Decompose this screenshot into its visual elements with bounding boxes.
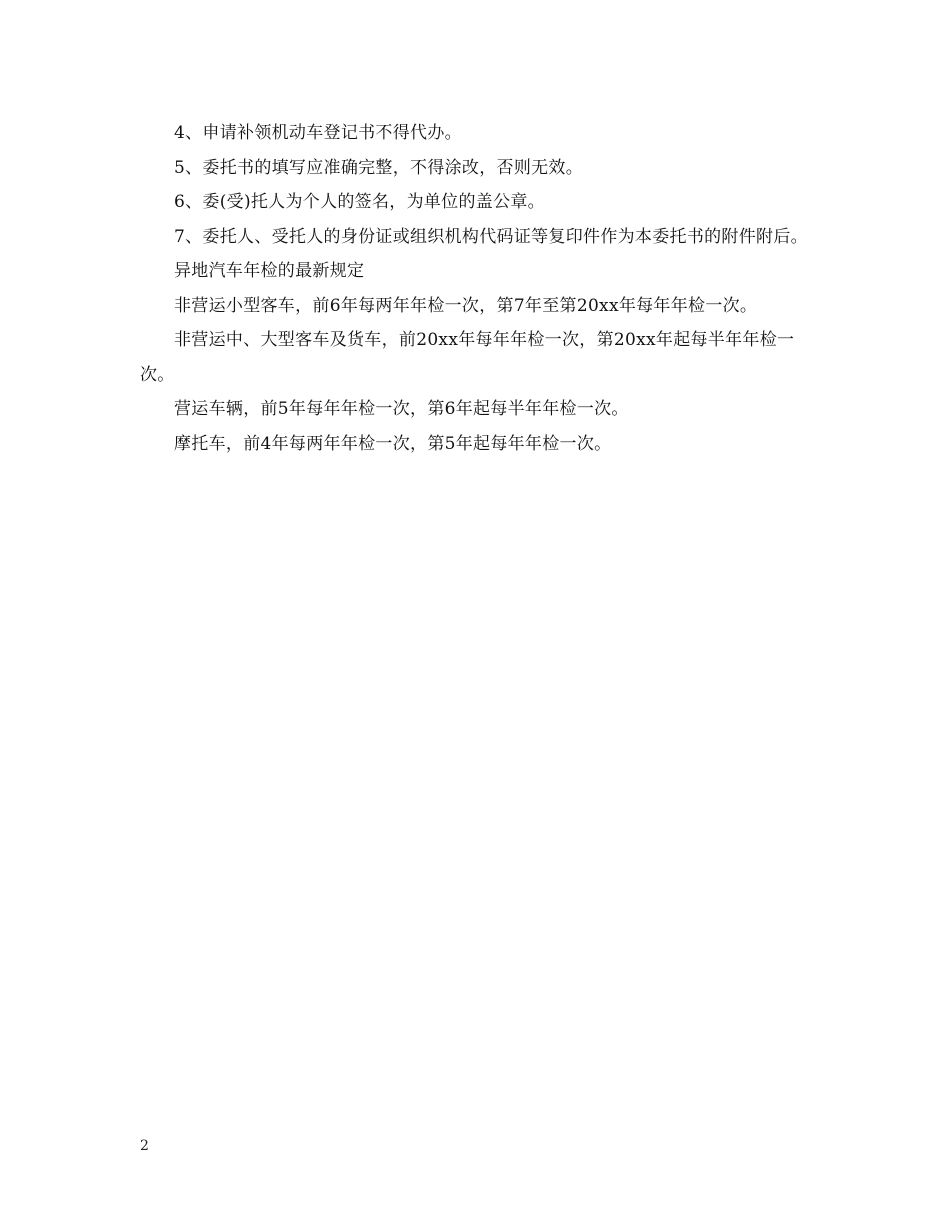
rule-motorcycle: 摩托车，前4年每两年年检一次，第5年起每年年检一次。 bbox=[174, 433, 612, 454]
paragraph-item-6: 6、委(受)托人为个人的签名，为单位的盖公章。 bbox=[174, 192, 545, 212]
document-body bbox=[140, 116, 812, 461]
rule-commercial-vehicle: 营运车辆，前5年每年年检一次，第6年起每半年年检一次。 bbox=[174, 399, 629, 419]
paragraph-item-5: 5、委托书的填写应准确完整，不得涂改，否则无效。 bbox=[174, 157, 584, 178]
section-heading: 异地汽车年检的最新规定 bbox=[174, 261, 365, 281]
page-number: 2 bbox=[140, 1138, 149, 1154]
rule-large-passenger-and-truck: 非营运中、大型客车及货车，前20xx年每年年检一次，第20xx年起每半年年检一次。 bbox=[140, 330, 795, 385]
paragraph-item-7: 7、委托人、受托人的身份证或组织机构代码证等复印件作为本委托书的附件附后。 bbox=[174, 226, 808, 247]
paragraph-item-4: 4、申请补领机动车登记书不得代办。 bbox=[174, 123, 462, 143]
rule-small-passenger-car: 非营运小型客车，前6年每两年年检一次，第7年至第20xx年每年年检一次。 bbox=[174, 295, 758, 316]
